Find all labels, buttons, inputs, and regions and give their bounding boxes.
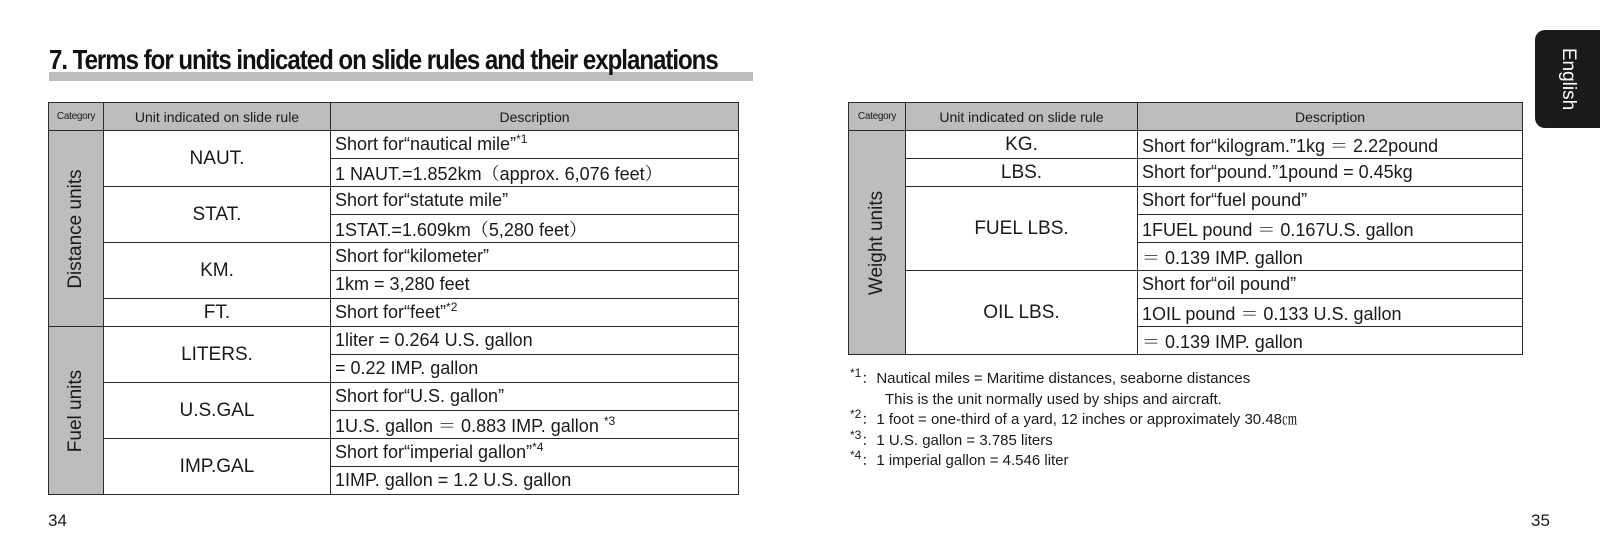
distance-category-label: Distance units <box>65 168 86 289</box>
table-row <box>49 327 739 355</box>
language-tab-label: English <box>1557 47 1579 111</box>
description-cell: Short for“fuel pound” <box>1138 187 1523 215</box>
language-tab[interactable] <box>1535 30 1600 128</box>
description-text: Short for“feet” <box>335 302 447 322</box>
weight-category-label: Weight units <box>866 190 887 295</box>
unit-ft: FT. <box>104 299 331 327</box>
description-cell: ＝ 0.139 IMP. gallon <box>1138 243 1523 271</box>
unit-liters: LITERS. <box>104 327 331 383</box>
table-row <box>49 131 739 159</box>
description-cell: 1IMP. gallon = 1.2 U.S. gallon <box>331 467 739 495</box>
unit-header: Unit indicated on slide rule <box>104 103 331 131</box>
description-text: Short for“nautical mile” <box>335 134 517 154</box>
footnote-marker: *3 <box>850 427 862 442</box>
page-number-left: 34 <box>48 511 67 530</box>
description-cell <box>331 131 739 159</box>
description-header: Description <box>1138 103 1523 131</box>
description-cell: Short for“oil pound” <box>1138 271 1523 299</box>
table-row <box>849 271 1523 299</box>
footnotes <box>850 366 1298 472</box>
category-header: Category <box>849 103 906 131</box>
table-row <box>49 187 739 215</box>
unit-km: KM. <box>104 243 331 299</box>
unit-header: Unit indicated on slide rule <box>906 103 1138 131</box>
footnote-text: ：Nautical miles = Maritime distances, seaborne distances <box>861 370 1251 387</box>
unit-imp-gal: IMP.GAL <box>104 439 331 495</box>
footnote-marker: *2 <box>446 300 458 314</box>
table-row <box>49 439 739 467</box>
description-cell: Short for“kilogram.”1kg ＝ 2.22pound <box>1138 131 1523 159</box>
unit-fuel-lbs: FUEL LBS. <box>906 187 1138 271</box>
weight-category-cell <box>849 131 906 355</box>
footnote-marker: *4 <box>850 448 862 462</box>
footnote-text: ：1 imperial gallon = 4.546 liter <box>861 452 1069 469</box>
description-cell: Short for“statute mile” <box>331 187 739 215</box>
footnote-marker: *1 <box>850 366 862 380</box>
footnote-text: ：1 U.S. gallon = 3.785 liters <box>861 431 1053 449</box>
table-header-row <box>49 103 739 131</box>
description-cell: 1STAT.=1.609km（5,280 feet） <box>331 215 739 243</box>
category-header: Category <box>49 103 104 131</box>
table-row <box>849 187 1523 215</box>
footnote-2 <box>850 407 1298 431</box>
table-row <box>49 299 739 327</box>
table-row <box>849 131 1523 159</box>
weight-units-table <box>848 102 1523 355</box>
description-cell: Short for“pound.”1pound = 0.45kg <box>1138 159 1523 187</box>
description-cell: 1km = 3,280 feet <box>331 271 739 299</box>
description-cell: 1OIL pound ＝ 0.133 U.S. gallon <box>1138 299 1523 327</box>
description-cell: Short for“U.S. gallon” <box>331 383 739 411</box>
description-cell <box>331 439 739 467</box>
description-cell <box>331 299 739 327</box>
unit-oil-lbs: OIL LBS. <box>906 271 1138 355</box>
section-title-block <box>49 44 753 82</box>
footnote-1-continuation: This is the unit normally used by ships and aircraft. <box>885 390 1222 408</box>
description-text: 1U.S. gallon ＝ 0.883 IMP. gallon <box>335 415 599 436</box>
table-row <box>49 383 739 411</box>
unit-stat: STAT. <box>104 187 331 243</box>
footnote-marker: *4 <box>532 440 544 454</box>
description-cell: 1liter = 0.264 U.S. gallon <box>331 327 739 355</box>
unit-us-gal: U.S.GAL <box>104 383 331 439</box>
description-text: Short for“imperial gallon” <box>335 442 533 462</box>
unit-naut: NAUT. <box>104 131 331 187</box>
footnote-marker: *3 <box>603 413 616 428</box>
distance-fuel-units-table <box>48 102 739 495</box>
description-cell <box>331 411 739 439</box>
table-row <box>849 159 1523 187</box>
footnote-text: ：1 foot = one-third of a yard, 12 inches or approximately 30.48㎝ <box>861 411 1298 428</box>
fuel-category-cell <box>49 327 104 495</box>
description-cell: 1 NAUT.=1.852km（approx. 6,076 feet） <box>331 159 739 187</box>
unit-lbs: LBS. <box>906 159 1138 187</box>
footnote-marker: *2 <box>850 407 862 421</box>
distance-category-cell <box>49 131 104 327</box>
unit-kg: KG. <box>906 131 1138 159</box>
page-title: 7. Terms for units indicated on slide rules and their explanations <box>49 44 718 75</box>
footnote-4 <box>850 448 1297 472</box>
description-cell: = 0.22 IMP. gallon <box>331 355 739 383</box>
page-number-right: 35 <box>1531 511 1550 530</box>
description-header: Description <box>331 103 739 131</box>
description-cell: 1FUEL pound ＝ 0.167U.S. gallon <box>1138 215 1523 243</box>
table-row <box>49 243 739 271</box>
description-cell: ＝ 0.139 IMP. gallon <box>1138 327 1523 355</box>
footnote-1 <box>850 366 1297 390</box>
fuel-category-label: Fuel units <box>65 369 86 452</box>
description-cell: Short for“kilometer” <box>331 243 739 271</box>
footnote-marker: *1 <box>516 132 528 146</box>
footnote-3 <box>850 427 1297 452</box>
table-header-row <box>849 103 1523 131</box>
